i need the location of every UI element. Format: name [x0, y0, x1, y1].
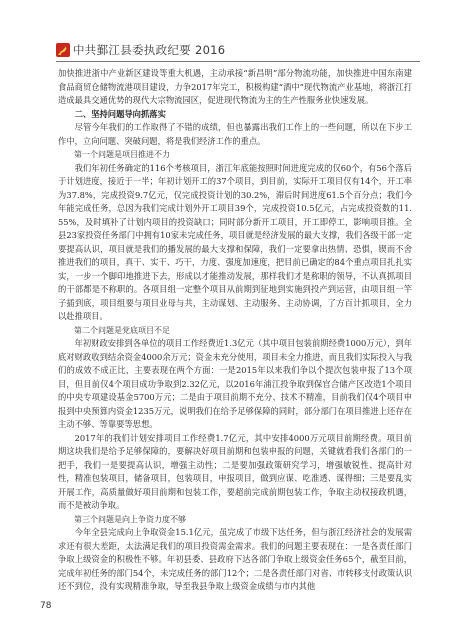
- party-emblem-icon: [56, 43, 70, 57]
- paragraph: 我们年初任务确定的116个考核项目，浙江年底能按照时间进度完成的仅60个，有56个落后于计划进度，接近于一半；年初计划开工的37个项目，到目前，实际开工项目仅有14个，开工率为37.8%，完成投资9.7亿元，仅完成投资计划的30.2%，滞后时间进度61.5个百分点；我们今年能完成任务，总因为我们完成计划外开工项目39个，完成投资10.5亿元，占完成投资数的11.55%，及时填补了计划内项目的投资缺口；同时部分新开工项目，开工即停工，影响项目推。全县23家投资任务部门中拥有10家未完成任务，项目就是经济发展的最大支撑，我们各级干部一定要提高认识，项目就是我们的播发展的最大支撑和保障，我们一定要拿出热情、恐惧，锲而不舍推进我们的项目，真干、实干、巧干，力度、强度加速度，把目前已确定的84个重点项目扎扎实实，一步一个脚印地推进下去，形成以才能推动发展，那样我们才是称职的领导，不认真抓项目的干部都是不称职的。各项目组一定整个项目从前期到征地到实施到投产到运营，由项目组一竿子插到底，项目组要与项目业母与共，主动谋划、主动服务、主动协调，了方百计抓项目，全力以赴推项目。: [58, 162, 412, 321]
- paragraph: 今年全县完成向上争取资金15.1亿元，虽完成了市级下达任务，但与浙江经济社会的发展需求还有很大差距，太法满足我们的项目投资需金需求。我们的问题主要表现在：一是各责任部门争取上级资金的积极性不够。年初县委、县政府下达各部门争取上级资金任务65个，截至目前，完成年初任务的部门54个，未完成任务的部门12个；二是各责任部门对省、市转移支付政策认识还不到位，没有实现精准争取，导至我县争取上级资金成绩与市内其他: [58, 527, 412, 591]
- subsection-heading: 第一个问题是项目推进不力: [74, 150, 170, 159]
- running-header: [56, 42, 416, 60]
- header-rule: [56, 61, 420, 62]
- paragraph: 加快推进浙中产业新区建设等重大机遇，主动承接“新昌明”部分物流功能，加快推进中国东南建食品商贸仓储物流港项目建设，力争2017年完工，积极构建“酒中”现代物流产业基地，将浙江打造成最具交通优势的现代大宗物流园区，促进现代物流为主的生产性服务业快速发展。: [58, 68, 412, 105]
- page-number: 78: [40, 601, 52, 611]
- paragraph: 尽管今年我们的工作取得了不错的成绩，但也暴露出我们工作上的一些问题，所以在下步工作中，立向问题、突破问题，将是我们经济工作的重点。: [58, 122, 412, 146]
- paragraph: 2017年的我们计划安排项目工作经费1.7亿元，其中安排4000万元项目前期经费。项目前期这块我们是给予足够保障的，要解决好项目前期和包装申报的问题，关键就看我们各部门的一把手，我们一是要提高认识，增强主动性；二是要加强政策研究学习，增强敏锐性、提高针对性，精准包装项目，储备项目，包装项目，申报项目，做到应谋、吃准透、谋得细；三是要乱实开展工作，高质量做好项目前期和包装工作，要超前完成前期包装工作，争取主动权接政机遇，而不是被动争取。: [58, 432, 412, 510]
- body-text: [58, 67, 412, 594]
- subsection-heading: 第二个问题是党底项目不足: [74, 325, 170, 335]
- paragraph: 年初财政安排到各单位的项目工作经费近1.3亿元（其中项目包装前期经费1000万元），到年底对财政收到结余资金4000余万元；资金未充分使用，项目未全力推进，而且我们实际投入与我们的成效不成正比，主要表现在两个方面：一是2015年以来我们争以个提次包装申报了13个项目，但目前仅4个项目成功争取到2.32亿元，以2016年浦江投争取到保官合储产区改造1个项目的中央专项建设基金5700万元；二是由于项目前期不充分、技术不精准，目前我们仅4个项目申报到中央预算内资金1235万元，说明我们在给予足够保障的同时，部分部门在项目推进上还存在主动不够、等靠要等思想。: [58, 338, 412, 429]
- header-title: 中共鄞江县委执政纪要 2016: [73, 43, 226, 57]
- section-heading: 二、坚持问题导向抓落实: [74, 108, 166, 119]
- subsection-heading: 第三个问题是向上争资力度不够: [74, 514, 186, 524]
